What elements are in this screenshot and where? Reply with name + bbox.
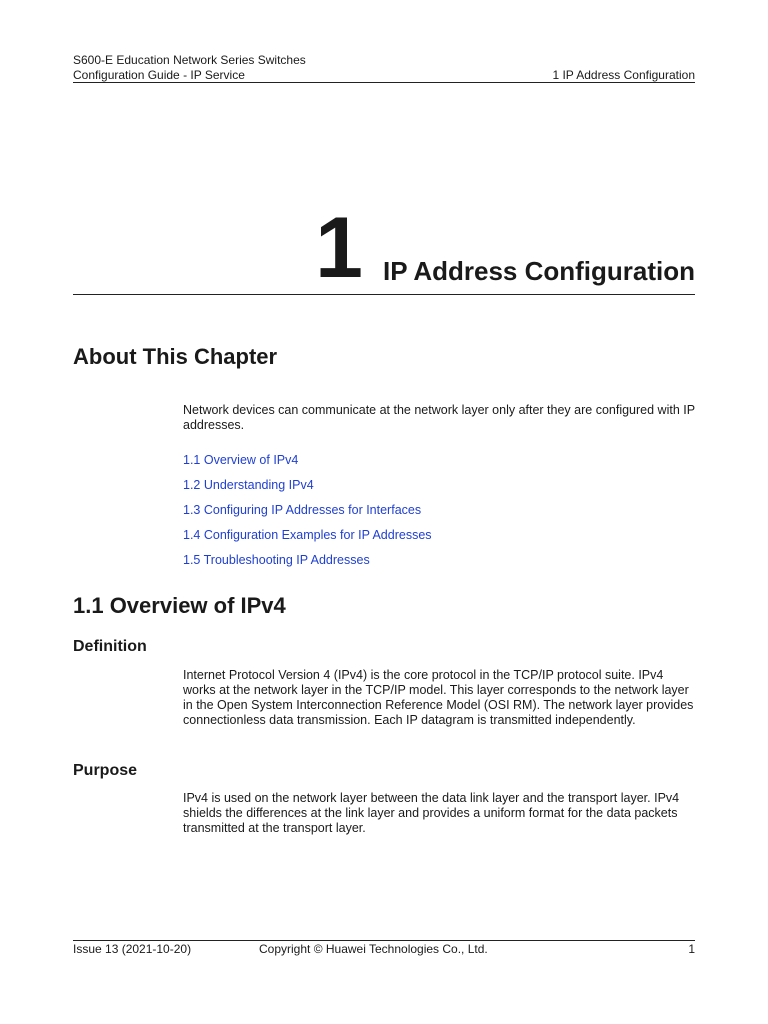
toc-item [183,478,432,503]
chapter-divider [73,294,695,295]
footer-divider [73,940,695,941]
footer-copyright: Copyright © Huawei Technologies Co., Ltd. [259,942,488,956]
about-heading: About This Chapter [73,344,278,369]
running-header [73,53,695,83]
chapter-number: 1 [315,200,363,296]
page-number: 1 [688,942,695,956]
header-product: S600-E Education Network Series Switches [73,53,306,67]
toc-link-troubleshooting[interactable]: 1.5 Troubleshooting IP Addresses [183,553,370,567]
toc-item [183,528,432,553]
header-divider [73,82,695,83]
chapter-title [315,200,695,296]
toc-link-examples[interactable]: 1.4 Configuration Examples for IP Addresses [183,528,432,542]
definition-heading: Definition [73,638,147,655]
toc-item [183,553,432,578]
toc-link-understanding[interactable]: 1.2 Understanding IPv4 [183,478,314,492]
toc-link-configuring[interactable]: 1.3 Configuring IP Addresses for Interfaces [183,503,422,517]
footer-issue: Issue 13 (2021-10-20) [73,942,192,956]
chapter-name: IP Address Configuration [382,256,695,286]
toc-link-overview[interactable]: 1.1 Overview of IPv4 [183,453,299,467]
section-heading: 1.1 Overview of IPv4 [73,593,286,618]
purpose-heading: Purpose [73,762,138,779]
header-chapter-ref: 1 IP Address Configuration [552,68,695,82]
toc-item [183,503,432,528]
header-guide: Configuration Guide - IP Service [73,68,245,82]
document-page [73,0,695,1024]
toc-item [183,453,432,478]
purpose-text: IPv4 is used on the network layer between the data link layer and the transport layer. IPv4 shields the differences at the link layer and provides a uniform format for the data packets transmitted at the transport layer. [183,791,680,835]
definition-text: Internet Protocol Version 4 (IPv4) is the core protocol in the TCP/IP protocol suite. IPv4 works at the network layer in the TCP/IP model. This layer corresponds to the network layer in the Open System Interconnection Reference Model (OSI RM). The network layer provides connectionless data transmission. Each IP datagram is transmitted independently. [183,668,694,727]
about-intro: Network devices can communicate at the network layer only after they are configured with IP addresses. [183,403,695,432]
chapter-toc [183,453,432,578]
